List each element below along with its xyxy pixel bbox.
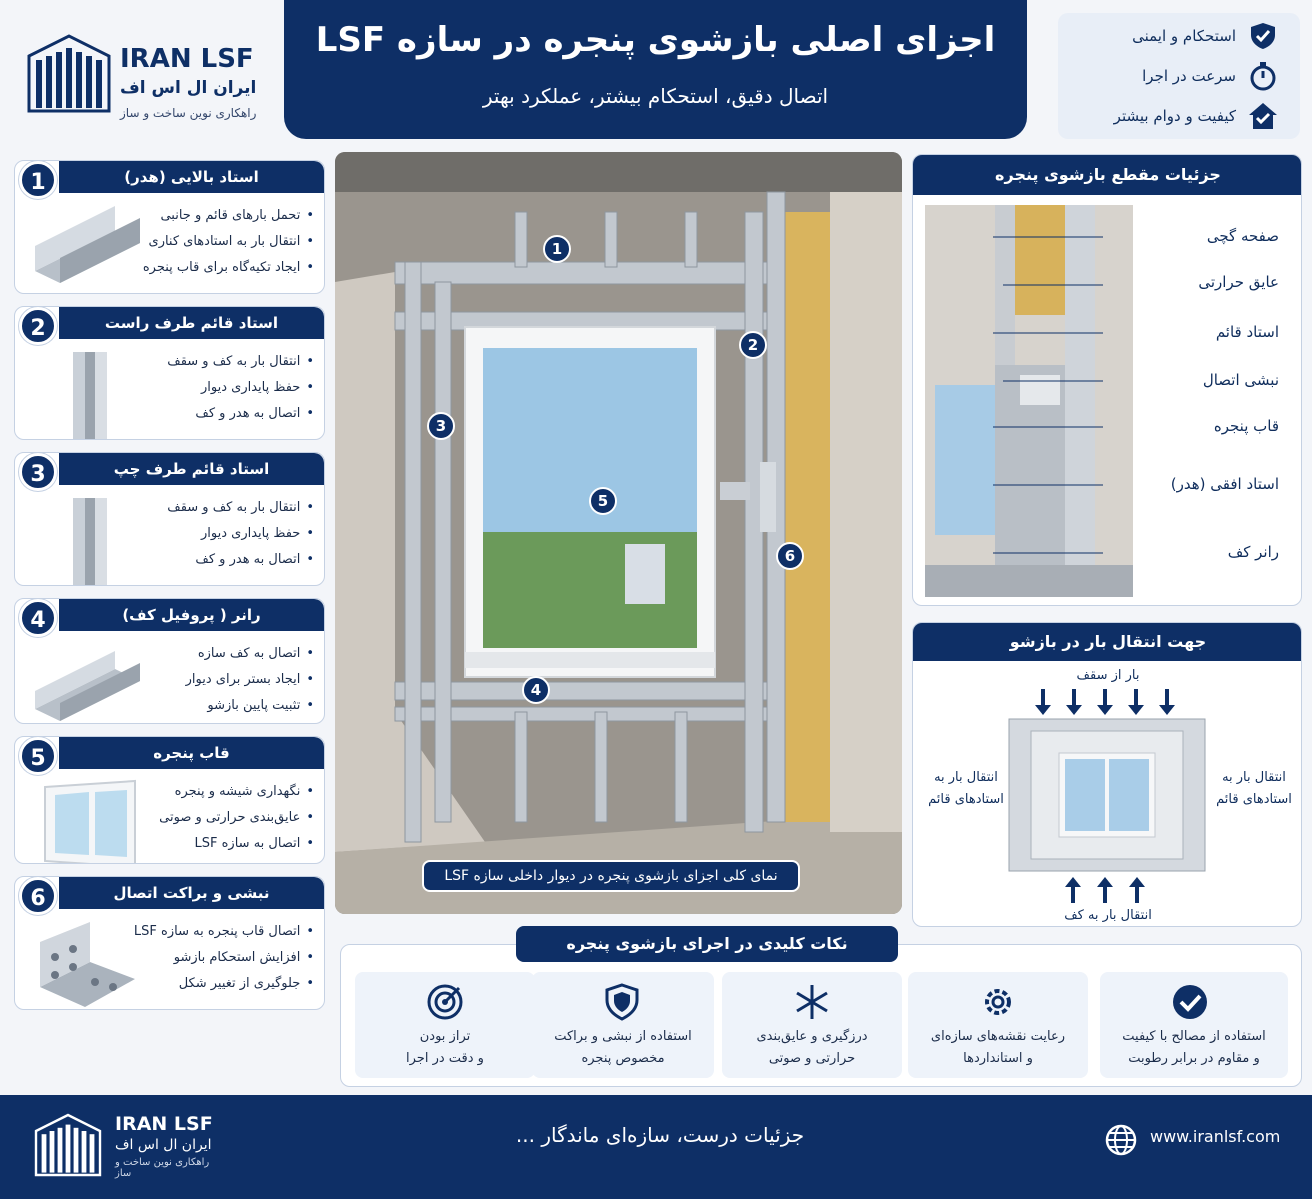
tip-text bbox=[355, 1026, 535, 1070]
window-frame-image bbox=[25, 777, 150, 864]
card-bullets bbox=[159, 779, 314, 857]
bullet: • انتقال بار به استادهای کناری bbox=[143, 229, 314, 255]
component-card-6 bbox=[14, 876, 325, 1010]
right-stud-image bbox=[25, 347, 150, 440]
tip-item bbox=[532, 972, 714, 1078]
load-right-line1: انتقال بار به bbox=[1222, 770, 1286, 785]
card-title: استاد قائم طرف چپ bbox=[59, 453, 324, 485]
page-title: اجزای اصلی بازشوی پنجره در سازه LSF bbox=[315, 20, 996, 60]
bullet: • تحمل بارهای قائم و جانبی bbox=[143, 203, 314, 229]
website-link[interactable]: www.iranlsf.com bbox=[1150, 1127, 1281, 1146]
marker-4: 4 bbox=[522, 676, 550, 704]
card-title: رانر ( پروفیل کف) bbox=[59, 599, 324, 631]
feature-item bbox=[1058, 56, 1300, 96]
card-bullets bbox=[134, 919, 314, 997]
page-subtitle: اتصال دقیق، استحکام بیشتر، عملکرد بهتر bbox=[482, 84, 829, 108]
features-box bbox=[1058, 13, 1300, 139]
tip-line1: استفاده از نبشی و براکت bbox=[554, 1029, 692, 1044]
card-number: 1 bbox=[19, 161, 57, 199]
marker-3: 3 bbox=[427, 412, 455, 440]
feature-label: استحکام و ایمنی bbox=[1132, 27, 1236, 45]
load-left-line1: انتقال بار به bbox=[934, 770, 998, 785]
feature-item bbox=[1058, 96, 1300, 136]
building-logo-icon bbox=[32, 1107, 104, 1179]
bullet: • اتصال به هدر و کف bbox=[167, 547, 314, 573]
tip-text bbox=[532, 1026, 714, 1070]
footer-brand-en: IRAN LSF bbox=[115, 1113, 213, 1135]
footer-slogan: جزئیات درست، سازه‌ای ماندگار ... bbox=[515, 1123, 805, 1147]
bullet: • انتقال بار به کف و سقف bbox=[167, 495, 314, 521]
load-left-label bbox=[921, 767, 1011, 811]
marker-1: 1 bbox=[543, 235, 571, 263]
load-path-panel bbox=[912, 622, 1302, 927]
gear-icon bbox=[978, 982, 1018, 1022]
tip-line1: تراز بودن bbox=[419, 1029, 471, 1044]
globe-icon bbox=[1104, 1123, 1138, 1157]
bullet: • نگهداری شیشه و پنجره bbox=[159, 779, 314, 805]
label-insulation: عایق حرارتی bbox=[1198, 273, 1279, 291]
tip-item bbox=[722, 972, 902, 1078]
load-from-roof: بار از سقف bbox=[1076, 668, 1140, 683]
building-logo-icon bbox=[24, 26, 114, 116]
card-title: استاد بالایی (هدر) bbox=[59, 161, 324, 193]
card-title: استاد قائم طرف راست bbox=[59, 307, 324, 339]
footer bbox=[0, 1095, 1312, 1199]
house-check-icon bbox=[1246, 99, 1280, 133]
tip-line1: استفاده از مصالح با کیفیت bbox=[1122, 1029, 1266, 1044]
tip-line2: و مقاوم در برابر رطوبت bbox=[1128, 1051, 1260, 1066]
bullet: • تثبیت پایین بازشو bbox=[186, 693, 314, 719]
runner-image bbox=[25, 639, 150, 724]
label-floor-runner: رانر کف bbox=[1227, 543, 1279, 561]
title-banner bbox=[284, 0, 1027, 139]
stopwatch-icon bbox=[1246, 59, 1280, 93]
label-gypsum: صفحه گچی bbox=[1206, 227, 1279, 245]
feature-item bbox=[1058, 16, 1300, 56]
load-right-line2: استادهای قائم bbox=[1216, 792, 1292, 807]
window-opening-illustration bbox=[335, 152, 902, 914]
card-number: 4 bbox=[19, 599, 57, 637]
brand-logo bbox=[12, 12, 274, 130]
component-card-1 bbox=[14, 160, 325, 294]
shield-check-icon bbox=[1246, 19, 1280, 53]
check-circle-icon bbox=[1170, 982, 1210, 1022]
load-to-floor: انتقال بار به کف bbox=[1064, 908, 1152, 923]
photo-caption: نمای کلی اجزای بازشوی پنجره در دیوار داخلی سازه LSF bbox=[422, 860, 800, 892]
card-number: 5 bbox=[19, 737, 57, 775]
bullet: • اتصال به سازه LSF bbox=[159, 831, 314, 857]
snowflake-icon bbox=[792, 982, 832, 1022]
label-header: استاد افقی (هدر) bbox=[1170, 475, 1279, 493]
marker-5: 5 bbox=[589, 487, 617, 515]
footer-tagline: راهکاری نوین ساخت و ساز bbox=[115, 1157, 210, 1179]
card-title: قاب پنجره bbox=[59, 737, 324, 769]
component-card-3 bbox=[14, 452, 325, 586]
component-card-2 bbox=[14, 306, 325, 440]
load-path-title: جهت انتقال بار در بازشو bbox=[913, 623, 1302, 661]
left-stud-image bbox=[25, 493, 150, 586]
card-bullets bbox=[186, 641, 314, 719]
bullet: • افزایش استحکام بازشو bbox=[134, 945, 314, 971]
bullet: • ایجاد تکیه‌گاه برای قاب پنجره bbox=[143, 255, 314, 281]
framing-scene bbox=[335, 152, 902, 914]
tip-line2: و دقت در اجرا bbox=[406, 1051, 484, 1066]
brand-tagline: راهکاری نوین ساخت و ساز bbox=[120, 106, 257, 120]
bullet: • حفظ پایداری دیوار bbox=[167, 521, 314, 547]
marker-2: 2 bbox=[739, 331, 767, 359]
tip-item bbox=[908, 972, 1088, 1078]
footer-brand-fa: ایران ال اس اف bbox=[115, 1137, 212, 1153]
card-title: نبشی و براکت اتصال bbox=[59, 877, 324, 909]
target-icon bbox=[425, 982, 465, 1022]
tip-line1: درزگیری و عایق‌بندی bbox=[756, 1029, 868, 1044]
tip-line2: مخصوص پنجره bbox=[581, 1051, 665, 1066]
card-bullets bbox=[167, 495, 314, 573]
bullet: • اتصال قاب پنجره به سازه LSF bbox=[134, 919, 314, 945]
bullet: • اتصال به کف سازه bbox=[186, 641, 314, 667]
tip-text bbox=[908, 1026, 1088, 1070]
tip-line2: حرارتی و صوتی bbox=[768, 1051, 856, 1066]
label-connection-angle: نبشی اتصال bbox=[1202, 371, 1279, 389]
tip-line2: و استانداردها bbox=[963, 1051, 1033, 1066]
component-card-5 bbox=[14, 736, 325, 864]
tip-text bbox=[1100, 1026, 1288, 1070]
component-card-4 bbox=[14, 598, 325, 724]
card-number: 2 bbox=[19, 307, 57, 345]
tips-title: نکات کلیدی در اجرای بازشوی پنجره bbox=[516, 926, 898, 962]
tip-item bbox=[355, 972, 535, 1078]
header-stud-image bbox=[25, 201, 150, 294]
card-bullets bbox=[167, 349, 314, 427]
leader-lines bbox=[993, 195, 1103, 605]
bullet: • انتقال بار به کف و سقف bbox=[167, 349, 314, 375]
card-number: 6 bbox=[19, 877, 57, 915]
section-detail-panel bbox=[912, 154, 1302, 606]
label-vertical-stud: استاد قائم bbox=[1215, 323, 1279, 341]
label-window-frame: قاب پنجره bbox=[1213, 417, 1279, 435]
load-left-line2: استادهای قائم bbox=[928, 792, 1004, 807]
bullet: • حفظ پایداری دیوار bbox=[167, 375, 314, 401]
load-right-label bbox=[1209, 767, 1299, 811]
bullet: • اتصال به هدر و کف bbox=[167, 401, 314, 427]
brand-name-fa: ایران ال اس اف bbox=[120, 78, 257, 98]
feature-label: سرعت در اجرا bbox=[1142, 67, 1236, 85]
shield-icon bbox=[602, 982, 642, 1022]
feature-label: کیفیت و دوام بیشتر bbox=[1113, 107, 1236, 125]
bullet: • ایجاد بستر برای دیوار bbox=[186, 667, 314, 693]
bullet: • عایق‌بندی حرارتی و صوتی bbox=[159, 805, 314, 831]
tip-text bbox=[722, 1026, 902, 1070]
card-bullets bbox=[143, 203, 314, 281]
section-detail-title: جزئیات مقطع بازشوی پنجره bbox=[913, 155, 1302, 195]
brand-name-en: IRAN LSF bbox=[120, 44, 254, 74]
bullet: • جلوگیری از تغییر شکل bbox=[134, 971, 314, 997]
tip-item bbox=[1100, 972, 1288, 1078]
marker-6: 6 bbox=[776, 542, 804, 570]
card-number: 3 bbox=[19, 453, 57, 491]
bracket-image bbox=[25, 917, 150, 1010]
tip-line1: رعایت نقشه‌های سازه‌ای bbox=[930, 1029, 1066, 1044]
